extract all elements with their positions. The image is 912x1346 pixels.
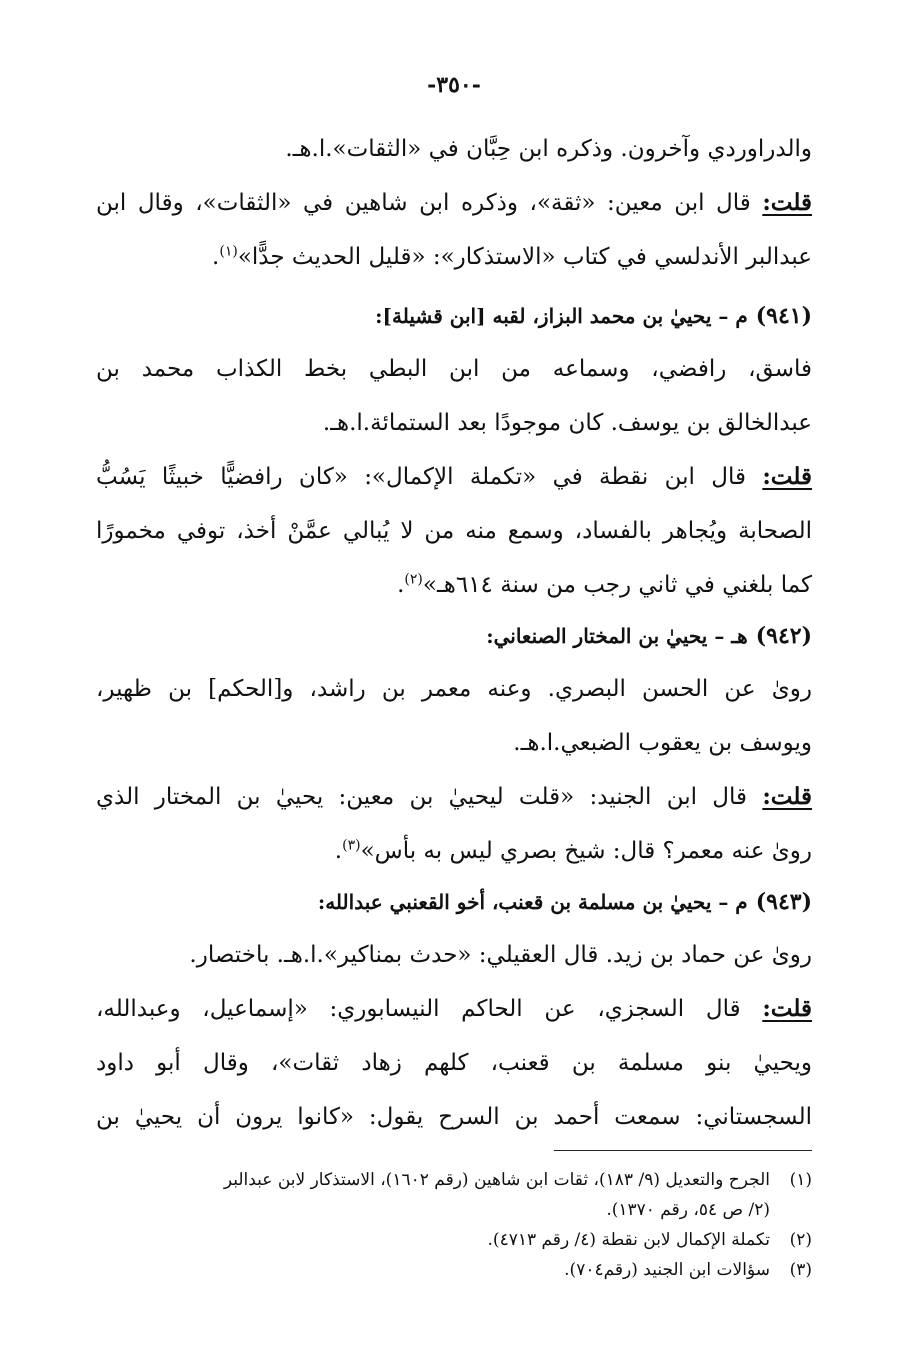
entry-number: (٩٤١)	[755, 303, 812, 329]
entry-943	[96, 882, 812, 922]
entry-title: م – يحييٰ بن مسلمة بن قعنب، أخو القعنبي عبدالله:	[317, 890, 748, 914]
intro-line-2: قلت: قال ابن معين: «ثقة»، وذكره ابن شاهين في «الثقات»، وقال ابن	[96, 189, 812, 216]
entry-941-line-5: كما بلغني في ثاني رجب من سنة ٦١٤هـ»$^{(٢)}$.	[397, 571, 812, 598]
entry-941-line-4: الصحابة ويُجاهر بالفساد، وسمع منه من لا يُبالي عمَّنْ أخذ، توفي مخمورًا	[96, 518, 812, 544]
entry-942-line-4: رویٰ عنه معمر؟ قال: شيخ بصري ليس به بأس»$^{(٣)}$.	[334, 837, 812, 864]
intro-paragraph	[96, 122, 812, 284]
entry-943-line-2: قلت: قال السجزي، عن الحاكم النيسابوري: «إسماعيل، وعبدالله،	[96, 995, 812, 1022]
entry-heading	[96, 616, 812, 656]
entry-942-line-3: قلت: قال ابن الجنيد: «قلت ليحييٰ بن معين: يحييٰ بن المختار الذي	[96, 783, 812, 810]
book-page	[96, 0, 812, 1346]
qult-label: قلت:	[762, 995, 812, 1022]
intro-line-1: والدراوردي وآخرون. وذكره ابن حِبَّان في «الثقات».ا.هـ.	[285, 136, 812, 162]
page-number: -٣٥٠-	[427, 72, 481, 98]
entry-941-line-2: عبدالخالق بن يوسف. كان موجودًا بعد الستمائة.ا.هـ.	[322, 410, 812, 436]
entry-heading	[96, 296, 812, 336]
footnotes	[96, 1165, 812, 1285]
footnote-number: (٣)	[789, 1260, 812, 1280]
entry-943-line-4: السجستاني: سمعت أحمد بن السرح يقول: «كانوا يرون أن يحييٰ بن	[96, 1104, 812, 1130]
footnote-3	[96, 1255, 812, 1285]
entry-heading	[96, 882, 812, 922]
entry-942	[96, 616, 812, 656]
entry-number: (٩٤٢)	[755, 623, 812, 649]
entry-943-body	[96, 928, 812, 1144]
footnote-marker-1[interactable]: (١)	[219, 243, 238, 260]
entry-941-body	[96, 342, 812, 612]
footnote-marker-2[interactable]: (٢)	[404, 571, 423, 588]
qult-label: قلت:	[762, 189, 812, 216]
entry-942-body	[96, 662, 812, 878]
entry-942-line-1: رویٰ عن الحسن البصري. وعنه معمر بن راشد، و[الحكم] بن ظهير،	[96, 676, 812, 702]
entry-941	[96, 296, 812, 336]
intro-line-3: عبدالبر الأندلسي في كتاب «الاستذكار»: «قليل الحديث جدًّا»$^{(١)}$.	[212, 243, 812, 270]
footnote-text: تكملة الإكمال لابن نقطة (٤/ رقم ٤٧١٣).	[487, 1230, 770, 1250]
entry-941-line-3: قلت: قال ابن نقطة في «تكملة الإكمال»: «كان رافضيًّا خبيثًا يَسُبُّ	[96, 463, 812, 490]
footnote-number: (١)	[789, 1170, 812, 1190]
footnote-separator	[554, 1150, 812, 1151]
qult-label: قلت:	[762, 463, 812, 490]
qult-label: قلت:	[762, 783, 812, 810]
entry-941-line-1: فاسق، رافضي، وسماعه من ابن البطي بخط الكذاب محمد بن	[96, 356, 812, 382]
entry-942-line-2: ويوسف بن يعقوب الضبعي.ا.هـ.	[513, 730, 812, 756]
footnote-marker-3[interactable]: (٣)	[342, 837, 361, 854]
entry-number: (٩٤٣)	[755, 889, 812, 915]
footnote-1-continuation: (٢/ ص ٥٤، رقم ١٣٧٠).	[606, 1200, 770, 1220]
footnote-text: سؤالات ابن الجنيد (رقم٧٠٤).	[564, 1260, 770, 1280]
footnote-text: الجرح والتعديل (٩/ ١٨٣)، ثقات ابن شاهين (رقم ١٦٠٢)، الاستذكار لابن عبدالبر	[223, 1170, 770, 1190]
entry-title: هـ – يحييٰ بن المختار الصنعاني:	[486, 624, 748, 648]
footnote-1	[96, 1165, 812, 1195]
entry-943-line-1: رویٰ عن حماد بن زيد. قال العقيلي: «حدث بمناكير».ا.هـ. باختصار.	[189, 942, 812, 968]
entry-title: م – يحييٰ بن محمد البزاز، لقبه [ابن قشيلة]:	[375, 304, 748, 328]
entry-943-line-3: ويحييٰ بنو مسلمة بن قعنب، كلهم زهاد ثقات»، وقال أبو داود	[96, 1050, 812, 1076]
footnote-number: (٢)	[789, 1230, 812, 1250]
footnote-2	[96, 1225, 812, 1255]
